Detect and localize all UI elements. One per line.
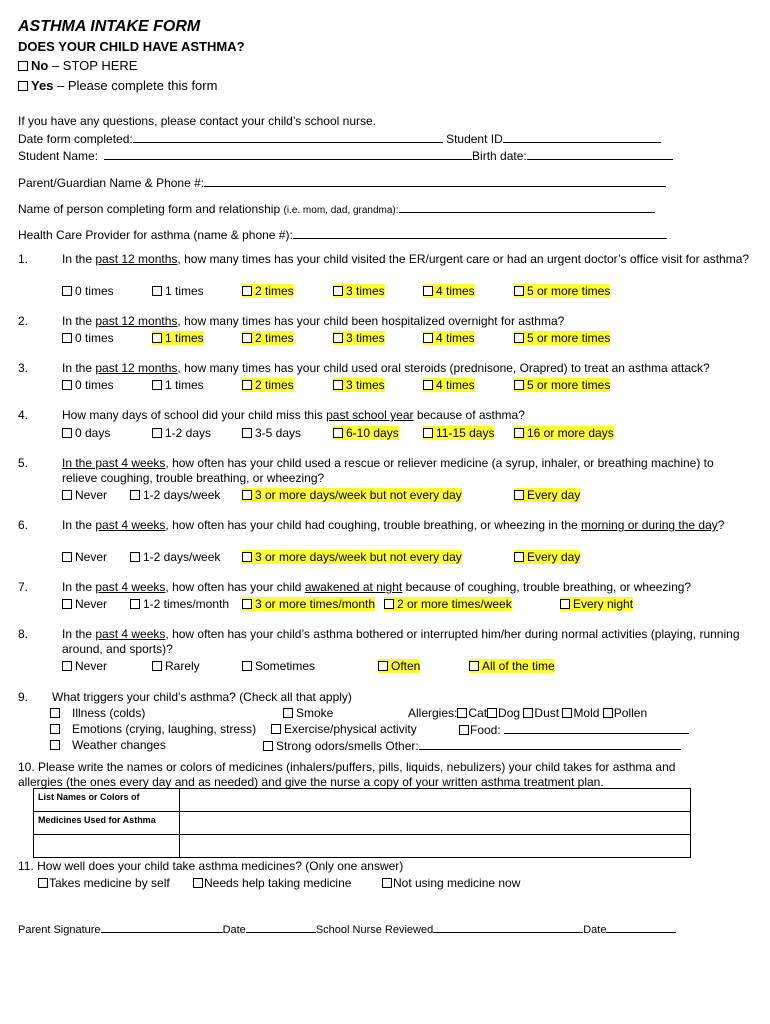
q3-option[interactable]: 2 times [242,378,294,392]
date-completed-field[interactable] [133,131,443,143]
checkbox[interactable] [514,428,524,438]
q3-option[interactable]: 0 times [62,378,114,392]
q9-trigger[interactable]: Smoke [283,706,333,720]
checkbox[interactable] [130,552,140,562]
nurse-date-field[interactable] [606,921,676,933]
checkbox[interactable] [152,661,162,671]
checkbox[interactable] [130,599,140,609]
allergies-row: Allergies: Cat Dog Dust Mold Pollen [408,706,648,720]
q2-number: 2. [18,314,29,328]
checkbox[interactable] [62,661,72,671]
q7-number: 7. [18,580,29,594]
q9-trigger[interactable]: Strong odors/smells Other: [263,738,681,753]
table-label-empty [34,835,180,858]
birth-date-field[interactable] [527,148,673,160]
q3-option[interactable]: 3 times [333,378,385,392]
q2-text: In the past 12 months, how many times has your child been hospitalized overnight for asthma? [62,314,565,328]
checkbox[interactable] [242,490,252,500]
q3-option[interactable]: 4 times [423,378,475,392]
q2-option[interactable]: 5 or more times [514,331,610,345]
q9-text: What triggers your child’s asthma? (Check all that apply) [52,690,352,704]
q3-number: 3. [18,361,29,375]
q7-option[interactable]: 3 or more times/month [242,597,375,611]
q2-option[interactable]: 4 times [423,331,475,345]
q4-option[interactable]: 0 days [62,426,110,440]
parent-signature-field[interactable] [101,921,223,933]
checkbox[interactable] [242,661,252,671]
q6-option[interactable]: Every day [514,550,580,564]
q9-trigger[interactable]: Exercise/physical activity [271,722,417,736]
checkbox[interactable] [62,286,72,296]
no-checkbox[interactable] [18,61,28,71]
checkbox[interactable] [193,878,203,888]
checkbox[interactable] [50,740,60,750]
table-row [34,812,691,835]
checkbox[interactable] [242,428,252,438]
q3-option[interactable]: 1 times [152,378,204,392]
checkbox[interactable] [62,599,72,609]
checkbox[interactable] [271,724,281,734]
checkbox[interactable] [152,333,162,343]
signature-row: Parent Signature Date School Nurse Reviewed Date [18,921,676,936]
checkbox[interactable] [263,741,273,751]
checkbox[interactable] [62,552,72,562]
q1-option[interactable]: 4 times [423,284,475,298]
checkbox[interactable] [283,708,293,718]
checkbox[interactable] [423,333,433,343]
parent-date-field[interactable] [246,921,316,933]
person-completing-row: Name of person completing form and relationship (i.e. mom, dad, grandma): [18,201,655,216]
q4-option[interactable]: 6-10 days [333,426,399,440]
q7-option[interactable]: 1-2 times/month [130,597,229,611]
q4-option[interactable]: 1-2 days [152,426,211,440]
checkbox[interactable] [333,333,343,343]
q10-text: 10. Please write the names or colors of medicines (inhalers/puffers, pills, liquids, nebulizers) your child takes for asthma and allergies (the ones every day and as needed) and give the nurse a copy of your written asthma treatment plan. [18,760,676,789]
checkbox[interactable] [62,428,72,438]
q5-option[interactable]: Never [62,488,107,502]
parent-field[interactable] [204,175,666,187]
provider-field[interactable] [293,227,667,239]
q2-option[interactable]: 0 times [62,331,114,345]
yes-checkbox[interactable] [18,81,28,91]
checkbox[interactable] [378,661,388,671]
checkbox[interactable] [514,333,524,343]
medicines-table [33,788,691,858]
table-label: List Names or Colors of [34,789,180,812]
q9-trigger[interactable]: Weather changes [50,738,166,752]
food-field[interactable] [504,722,689,734]
checkbox[interactable] [242,333,252,343]
asthma-question: DOES YOUR CHILD HAVE ASTHMA? [18,39,245,54]
q8-option[interactable]: Never [62,659,107,673]
q9-trigger[interactable]: Emotions (crying, laughing, stress) [50,722,256,736]
q5-option[interactable]: 1-2 days/week [130,488,220,502]
checkbox[interactable] [152,286,162,296]
contact-note: If you have any questions, please contact your child’s school nurse. [18,114,376,128]
q2-option[interactable]: 3 times [333,331,385,345]
q4-option[interactable]: 16 or more days [514,426,614,440]
checkbox[interactable] [62,490,72,500]
q5-option[interactable]: Every day [514,488,580,502]
medicine-field[interactable] [180,835,691,858]
q3-option[interactable]: 5 or more times [514,378,610,392]
checkbox[interactable] [242,599,252,609]
checkbox[interactable] [333,286,343,296]
q4-text: How many days of school did your child miss this past school year because of asthma? [62,408,525,422]
checkbox[interactable] [384,599,394,609]
q1-option[interactable]: 1 times [152,284,204,298]
q5-number: 5. [18,456,29,470]
student-id-field[interactable] [503,131,661,143]
q11-text: 11. How well does your child take asthma medicines? (Only one answer) [18,859,404,873]
form-title: ASTHMA INTAKE FORM [18,18,201,35]
checkbox[interactable] [603,708,613,718]
checkbox[interactable] [152,380,162,390]
q7-option[interactable]: 2 or more times/week [384,597,512,611]
checkbox[interactable] [562,708,572,718]
checkbox[interactable] [130,490,140,500]
q7-option[interactable]: Every night [560,597,633,611]
q6-option[interactable]: 1-2 days/week [130,550,220,564]
table-row [34,789,691,812]
q8-option[interactable]: Rarely [152,659,200,673]
food-row: Food: [459,722,689,737]
checkbox[interactable] [50,708,60,718]
q11-option[interactable]: Not using medicine now [382,876,520,890]
q6-number: 6. [18,518,29,532]
checkbox[interactable] [62,333,72,343]
checkbox[interactable] [38,878,48,888]
checkbox[interactable] [560,599,570,609]
q8-option[interactable]: Often [378,659,420,673]
medicine-field[interactable] [180,789,691,812]
q8-text: In the past 4 weeks, how often has your child’s asthma bothered or interrupted him/her during normal activities (playing, running around, and sports)? [62,627,740,656]
checkbox[interactable] [423,286,433,296]
other-field[interactable] [419,738,681,750]
q7-text: In the past 4 weeks, how often has your child awakened at night because of coughing, trouble breathing, or wheezing? [62,580,692,594]
checkbox[interactable] [514,380,524,390]
q2-option[interactable]: 1 times [152,331,204,345]
checkbox[interactable] [523,708,533,718]
q1-option[interactable]: 2 times [242,284,294,298]
table-row [34,835,691,858]
yes-option[interactable]: Yes – Please complete this form [18,78,217,93]
q8-option[interactable]: All of the time [469,659,555,673]
q1-option[interactable]: 0 times [62,284,114,298]
q5-option[interactable]: 3 or more days/week but not every day [242,488,462,502]
q4-number: 4. [18,408,29,422]
q1-option[interactable]: 3 times [333,284,385,298]
q1-text: In the past 12 months, how many times has your child visited the ER/urgent care or had an urgent doctor’s office visit for asthma? [62,252,750,266]
checkbox[interactable] [514,490,524,500]
checkbox[interactable] [514,286,524,296]
q3-text: In the past 12 months, how many times has your child used oral steroids (prednisone, Orapred) to treat an asthma attack? [62,361,710,375]
medicine-field[interactable] [180,812,691,835]
checkbox[interactable] [457,708,467,718]
checkbox[interactable] [152,428,162,438]
student-name-field[interactable] [104,148,472,160]
student-name-row: Student Name: Birth date: [18,148,673,163]
checkbox[interactable] [423,380,433,390]
checkbox[interactable] [242,552,252,562]
q6-text: In the past 4 weeks, how often has your child had coughing, trouble breathing, or wheezing in the morning or during the day? [62,518,725,532]
checkbox[interactable] [333,380,343,390]
nurse-signature-field[interactable] [433,921,583,933]
checkbox[interactable] [469,661,479,671]
q8-option[interactable]: Sometimes [242,659,315,673]
q1-option[interactable]: 5 or more times [514,284,610,298]
q8-number: 8. [18,627,29,641]
provider-row: Health Care Provider for asthma (name & phone #): [18,227,667,242]
checkbox[interactable] [333,428,343,438]
q4-option[interactable]: 11-15 days [423,426,494,440]
checkbox[interactable] [382,878,392,888]
table-label: Medicines Used for Asthma [34,812,180,835]
q1-number: 1. [18,252,29,266]
checkbox[interactable] [62,380,72,390]
checkbox[interactable] [487,708,497,718]
q11-option[interactable]: Needs help taking medicine [193,876,351,890]
parent-row: Parent/Guardian Name & Phone #: [18,175,666,190]
checkbox[interactable] [514,552,524,562]
person-completing-field[interactable] [399,201,655,213]
no-option[interactable]: No – STOP HERE [18,58,137,73]
q2-option[interactable]: 2 times [242,331,294,345]
checkbox[interactable] [242,286,252,296]
q7-option[interactable]: Never [62,597,107,611]
date-completed-row: Date form completed: Student ID [18,131,661,146]
q4-option[interactable]: 3-5 days [242,426,301,440]
q11-option[interactable]: Takes medicine by self [38,876,170,890]
q6-option[interactable]: Never [62,550,107,564]
q9-number: 9. [18,690,29,704]
q9-trigger[interactable]: Illness (colds) [50,706,145,720]
checkbox[interactable] [242,380,252,390]
checkbox[interactable] [423,428,433,438]
checkbox[interactable] [459,725,469,735]
checkbox[interactable] [50,724,60,734]
q5-text: In the past 4 weeks, how often has your child used a rescue or reliever medicine (a syrup, inhaler, or breathing machine) to relieve coughing, trouble breathing, or wheezing? [62,456,714,485]
q6-option[interactable]: 3 or more days/week but not every day [242,550,462,564]
